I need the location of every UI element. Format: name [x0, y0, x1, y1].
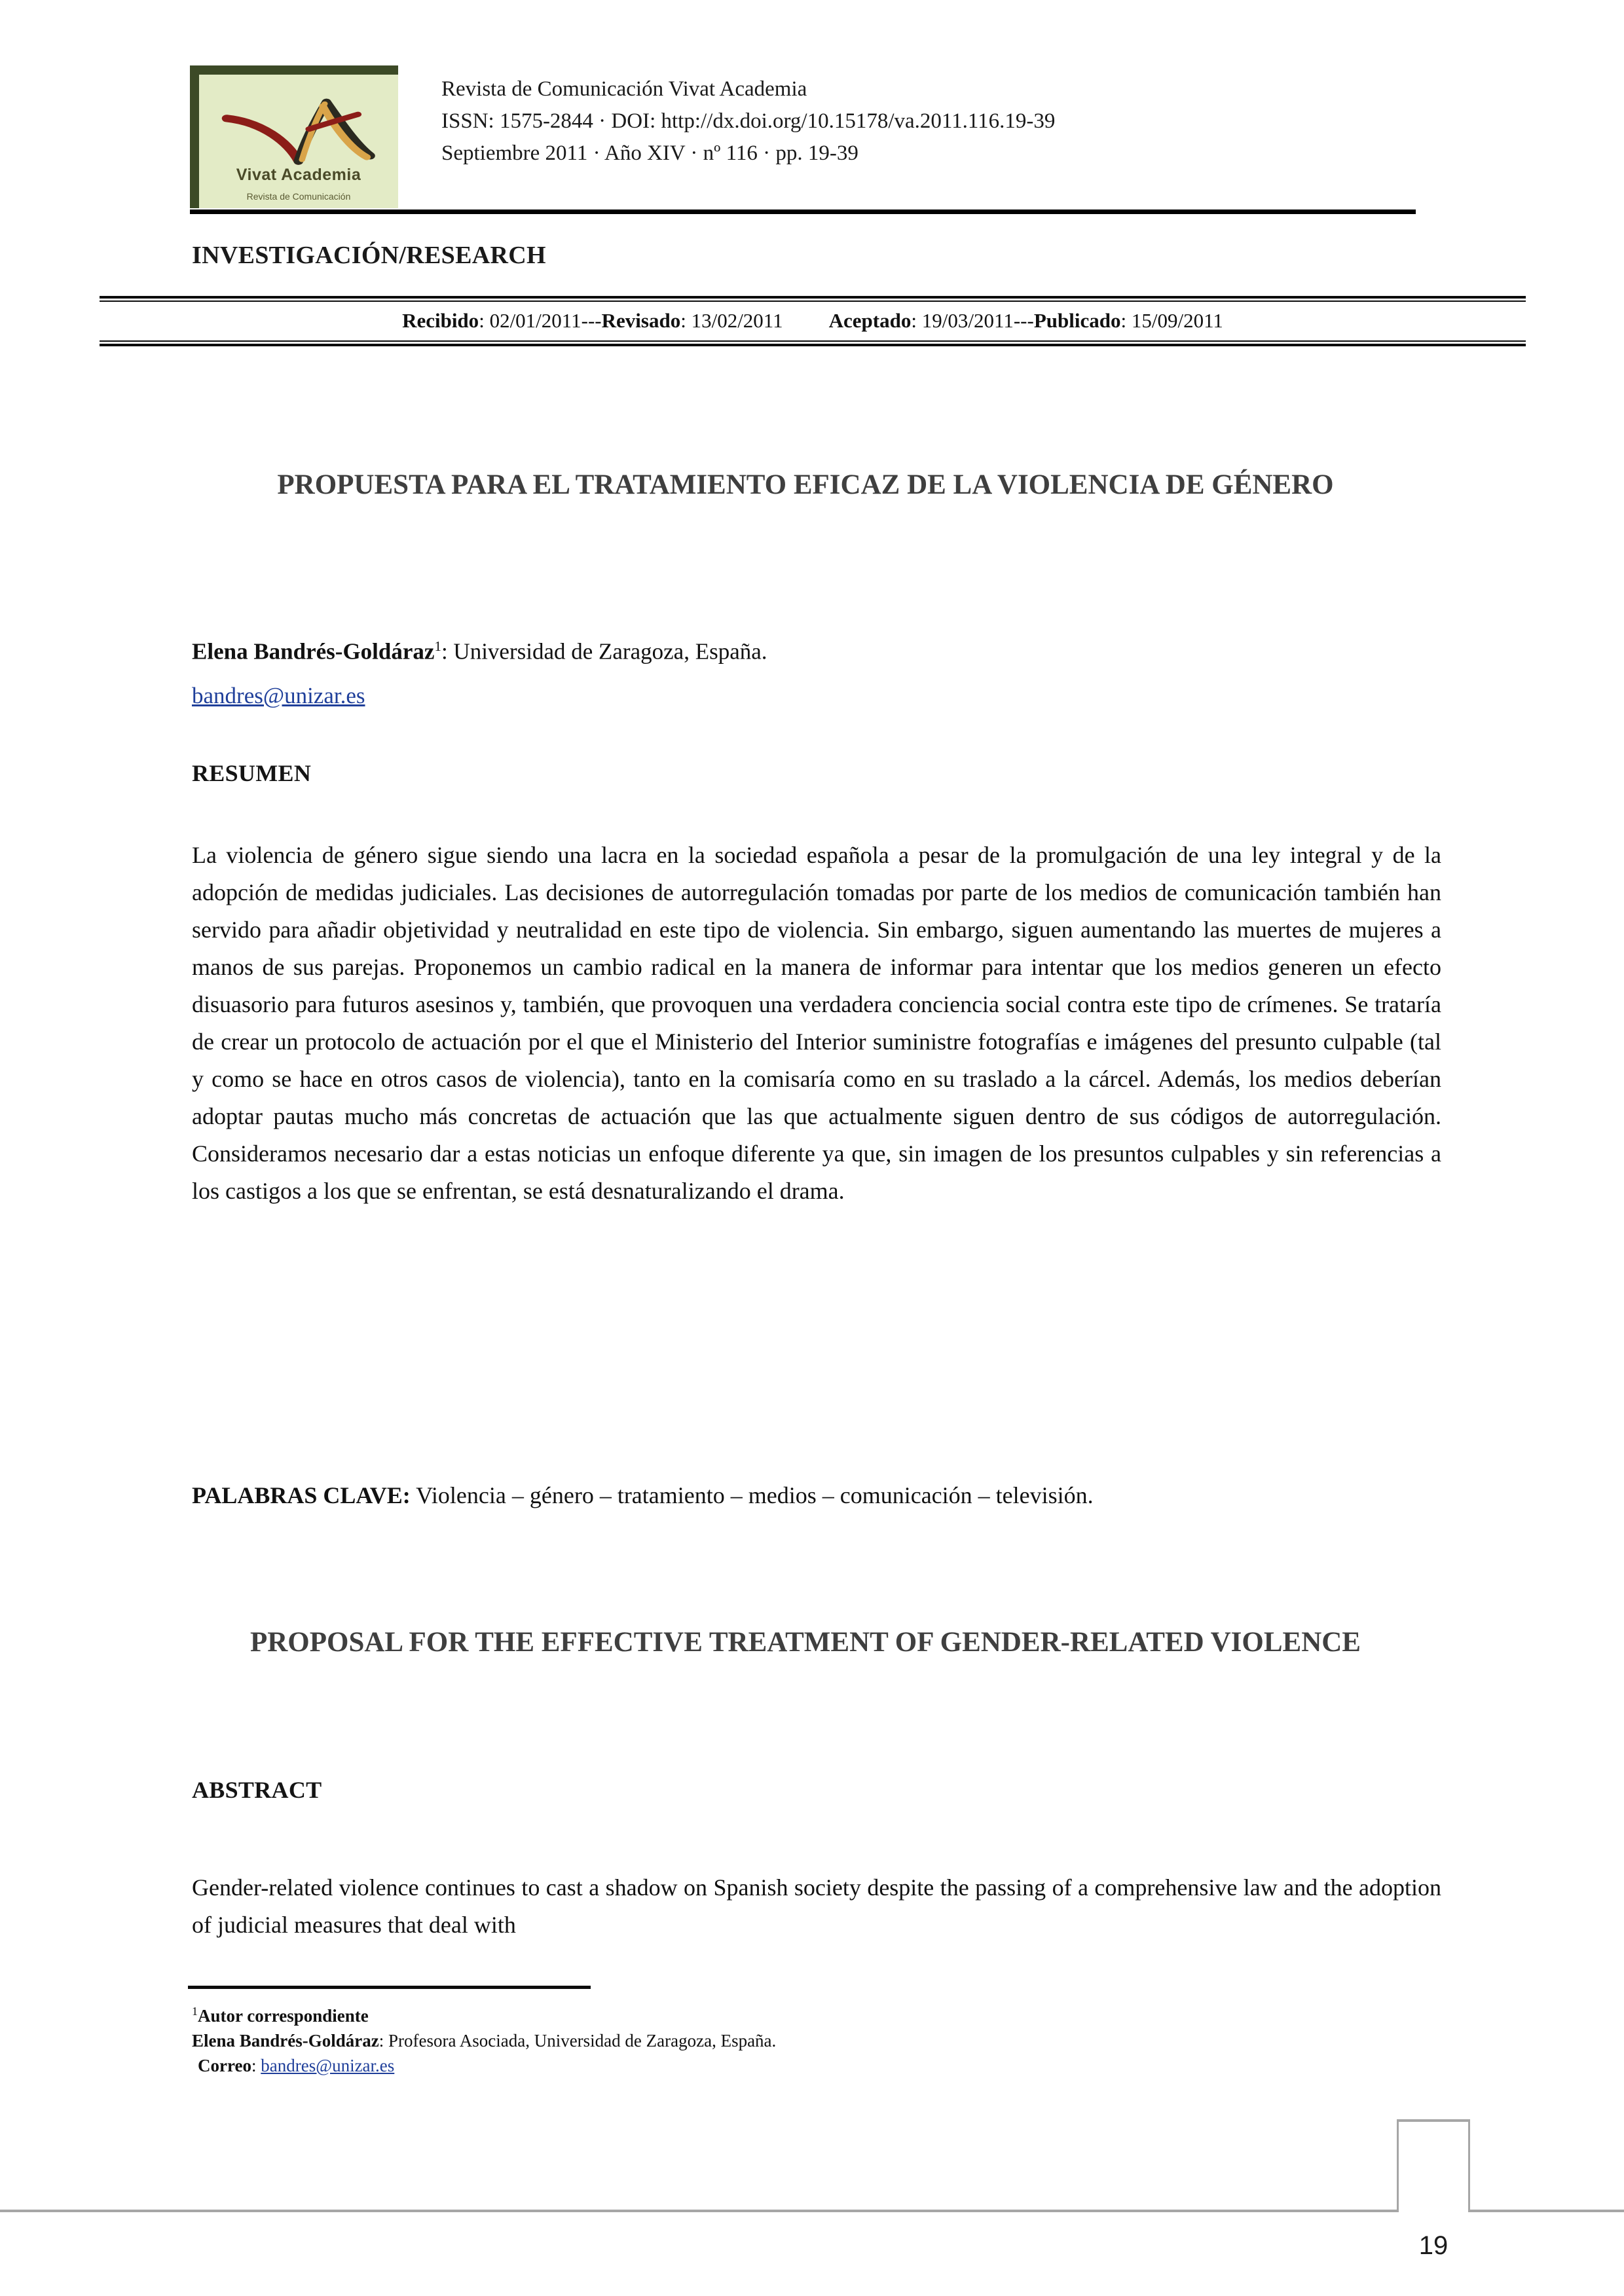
- logo-tagline: Revista de Comunicación: [246, 191, 351, 202]
- keywords-values: Violencia – género – tratamiento – medios – comunicación – televisión.: [416, 1482, 1094, 1508]
- footnote-block: [192, 2003, 1436, 2078]
- label-publicado: Publicado: [1033, 309, 1121, 332]
- keywords-es: [192, 1477, 1441, 1514]
- footnote-author-name: Elena Bandrés-Goldáraz: [192, 2030, 379, 2050]
- keywords-label: PALABRAS CLAVE:: [192, 1482, 411, 1508]
- datebox-bottom-rule: [100, 340, 1526, 346]
- footnote-line-3: Correo: bandres@unizar.es: [198, 2055, 395, 2075]
- abstract-es-text: La violencia de género sigue siendo una lacra en la sociedad española a pesar de la promulgación de una ley integral y de la adopción de medidas judiciales. Las decisiones de autorregulación tomadas por parte de los medios de comunicación también han servido para añadir objetividad y neutralidad en este tipo de violencia. Sin embargo, siguen aumentando las muertes de mujeres a manos de sus parejas. Proponemos un cambio radical en la manera de informar para intentar que los medios generen un efecto disuasorio para futuros asesinos y, también, que provoquen una verdadera conciencia social contra este tipo de crímenes. Se trataría de crear un protocolo de actuación por el que el Ministerio del Interior suministre fotografías e imágenes del presunto culpable (tal y como se hace en otros casos de violencia), tanto en la comisaría como en su traslado a la cárcel. Además, los medios deberían adoptar pautas mucho más concretas de actuación que las que actualmente siguen dentro de sus códigos de autorregulación. Consideramos necesario dar a estas noticias un enfoque diferente ya que, sin imagen de los presuntos culpables y sin referencias a los castigos a los que se enfrentan, se está desnaturalizando el drama.: [192, 842, 1441, 1205]
- author-footnote-marker: 1: [434, 638, 441, 654]
- label-recibido: Recibido: [402, 309, 479, 332]
- logo-wordmark: Vivat Academia: [236, 166, 361, 184]
- label-revisado: Revisado: [601, 309, 681, 332]
- page-number: 19: [1418, 2231, 1449, 2260]
- journal-name: Revista de Comunicación Vivat Academia: [441, 77, 807, 101]
- footnote-marker: 1: [192, 2005, 198, 2018]
- heading-resumen: RESUMEN: [192, 760, 312, 786]
- vivat-academia-logo-icon: [211, 90, 386, 170]
- footer-notch-top-edge: [1397, 2119, 1470, 2122]
- dates-accepted-published: Aceptado: 19/03/2011---Publicado: 15/09/2011: [828, 309, 1223, 332]
- footnote-email-link[interactable]: bandres@unizar.es: [261, 2055, 395, 2075]
- footer-rule-left: [0, 2210, 1397, 2212]
- author-affiliation: : Universidad de Zaragoza, España.: [441, 638, 767, 665]
- masthead: [190, 65, 1421, 208]
- footnote-line-1: [192, 2003, 1436, 2029]
- value-recibido: 02/01/2011: [489, 309, 581, 332]
- dates-received-revised: Recibido: 02/01/2011---Revisado: 13/02/2011: [402, 309, 783, 332]
- footnote-line-2: [192, 2029, 1436, 2054]
- footer-notch-right-edge: [1468, 2119, 1470, 2212]
- footer-rule-right: [1470, 2210, 1624, 2212]
- journal-issn-doi: ISSN: 1575-2844 · DOI: http://dx.doi.org/10.15178/va.2011.116.19-39: [441, 109, 1056, 133]
- author-affiliation-line: [192, 638, 767, 665]
- journal-issue: Septiembre 2011 · Año XIV · nº 116 · pp. 19-39: [441, 141, 858, 165]
- journal-logo: [190, 65, 398, 208]
- datebox-top-rule: [100, 296, 1526, 302]
- footnote-separator: [188, 1986, 591, 1989]
- author-name: Elena Bandrés-Goldáraz: [192, 638, 435, 665]
- footnote-author-details: : Profesora Asociada, Universidad de Zaragoza, España.: [378, 2030, 777, 2050]
- datebox-dates: [100, 302, 1526, 340]
- value-revisado: 13/02/2011: [691, 309, 783, 332]
- footnote-corresponding-author: Autor correspondiente: [198, 2006, 369, 2026]
- logo-field: [199, 75, 398, 208]
- section-label: INVESTIGACIÓN/RESEARCH: [192, 242, 546, 269]
- abstract-en-text: Gender-related violence continues to cast a shadow on Spanish society despite the passing of a comprehensive law and the adoption of judicial measures that deal with: [192, 1874, 1441, 1939]
- masthead-divider: [190, 210, 1416, 214]
- footer-notch-left-edge: [1397, 2119, 1399, 2212]
- value-publicado: 15/09/2011: [1131, 309, 1223, 332]
- article-title-es: PROPUESTA PARA EL TRATAMIENTO EFICAZ DE LA VIOLENCIA DE GÉNERO: [277, 469, 1334, 500]
- publication-dates-box: [100, 296, 1526, 346]
- footnote-email-label: Correo: [198, 2055, 251, 2075]
- author-email-link[interactable]: bandres@unizar.es: [192, 683, 365, 708]
- masthead-text: [441, 65, 1055, 169]
- value-aceptado: 19/03/2011: [921, 309, 1014, 332]
- label-aceptado: Aceptado: [828, 309, 912, 332]
- heading-abstract: ABSTRACT: [192, 1777, 322, 1803]
- article-title-en: PROPOSAL FOR THE EFFECTIVE TREATMENT OF GENDER-RELATED VIOLENCE: [249, 1627, 1361, 1658]
